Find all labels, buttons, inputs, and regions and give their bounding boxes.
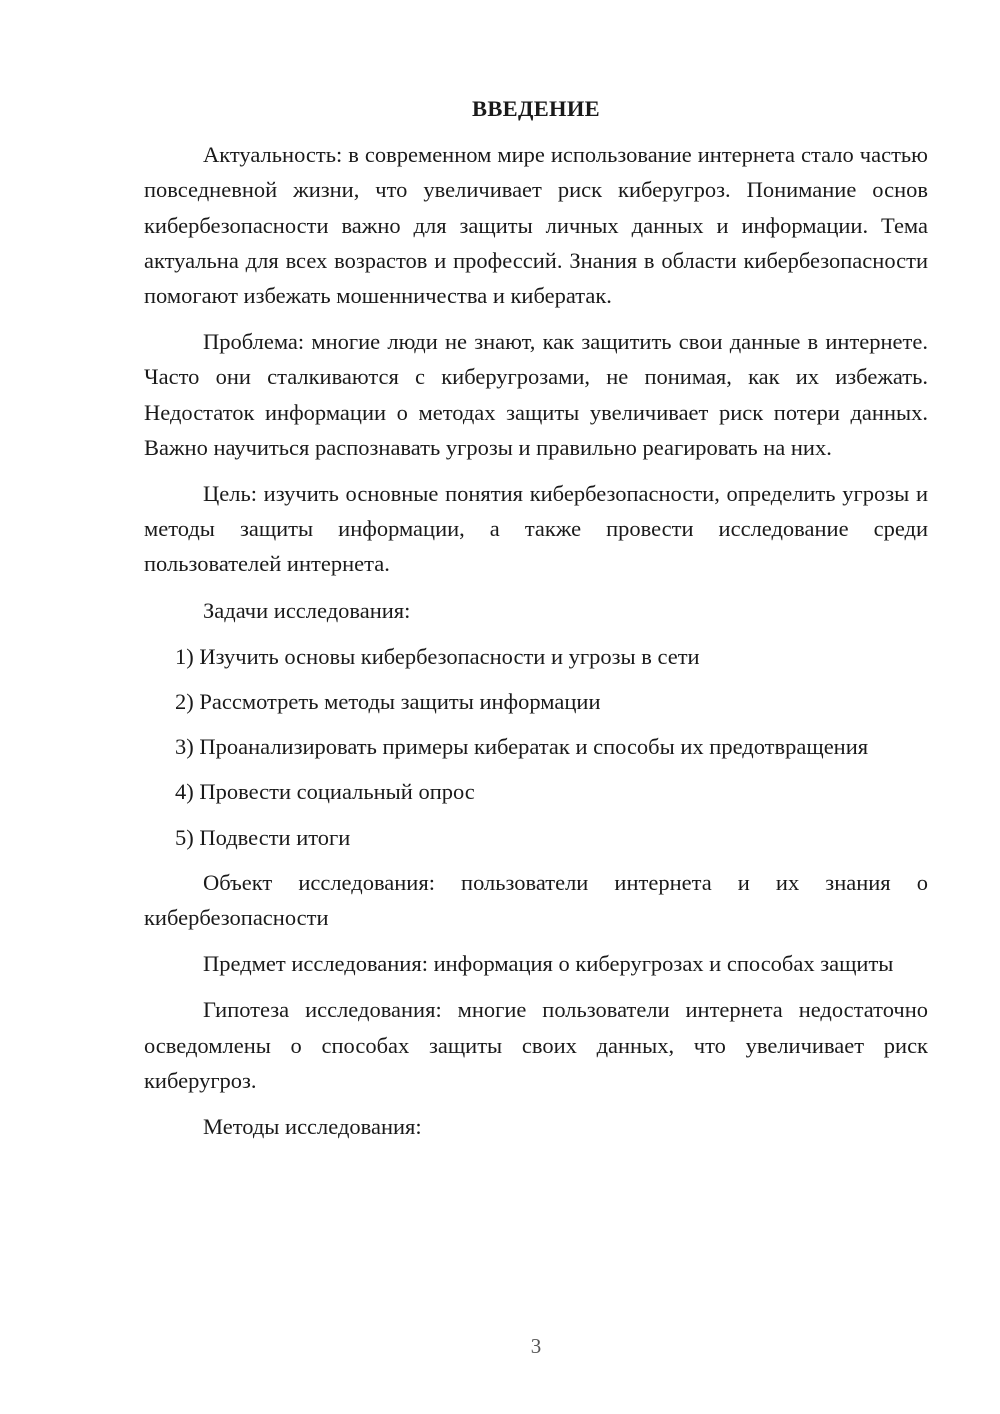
paragraph-problem: Проблема: многие люди не знают, как защитить свои данные в интернете. Часто они сталкиваются с киберугрозами, не понимая, как их избежать. Недостаток информации о методах защиты увеличивает риск потери данных. Важно научиться распознавать угрозы и правильно реагировать на них. — [144, 329, 928, 460]
paragraph-hypothesis: Гипотеза исследования: многие пользователи интернета недостаточно осведомлены о способах защиты своих данных, что увеличивает риск киберугроз. — [144, 997, 928, 1093]
section-title: ВВЕДЕНИЕ — [472, 96, 600, 121]
task-item-3: 3) Проанализировать примеры кибератак и способы их предотвращения — [175, 734, 869, 760]
paragraph-relevance: Актуальность: в современном мире использование интернета стало частью повседневной жизни, что увеличивает риск киберугроз. Понимание основ кибербезопасности важно для защиты личных данных и информации. Тема актуальна для всех возрастов и профессий. Знания в области кибербезопасности помогают избежать мошенничества и кибератак. — [144, 142, 928, 309]
tasks-heading: Задачи исследования: — [203, 597, 411, 623]
page-content — [144, 91, 928, 1155]
methods-heading: Методы исследования: — [203, 1114, 422, 1140]
page-number: 3 — [530, 1334, 542, 1358]
task-item-2: 2) Рассмотреть методы защиты информации — [175, 689, 601, 715]
task-item-5: 5) Подвести итоги — [175, 824, 351, 850]
paragraph-object: Объект исследования: пользователи интернета и их знания о кибербезопасности — [144, 869, 928, 931]
task-item-4: 4) Провести социальный опрос — [175, 779, 475, 805]
paragraph-subject: Предмет исследования: информация о киберугрозах и способах защиты — [203, 951, 894, 977]
paragraph-goal: Цель: изучить основные понятия кибербезопасности, определить угрозы и методы защиты информации, а также провести исследование среди пользователей интернета. — [144, 481, 928, 577]
task-item-1: 1) Изучить основы кибербезопасности и угрозы в сети — [175, 643, 700, 669]
